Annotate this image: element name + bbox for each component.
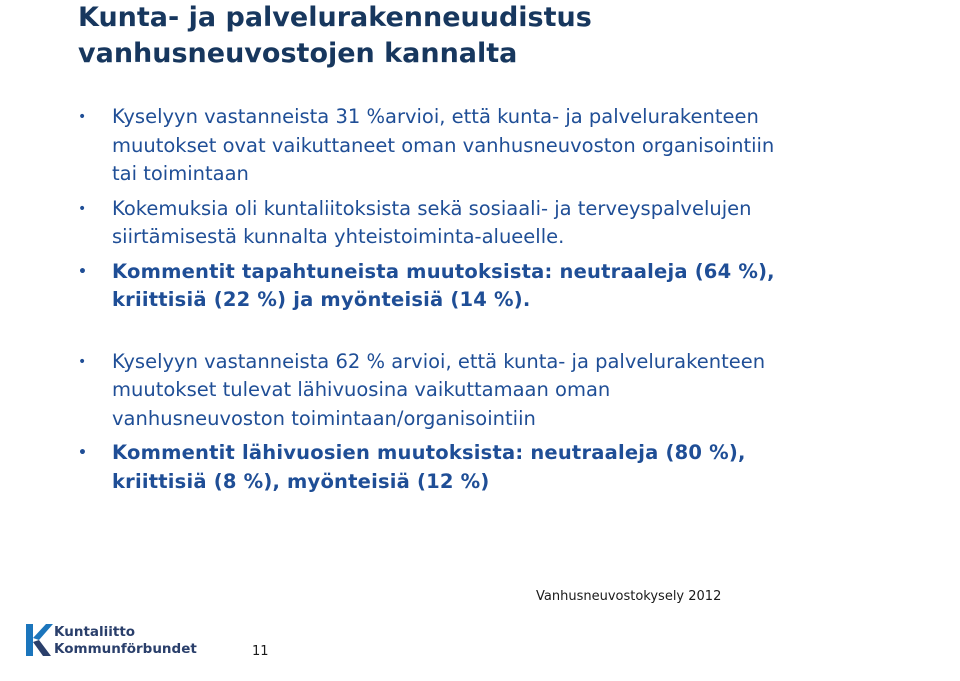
bullet-list <box>78 103 948 496</box>
kuntaliitto-logo-icon <box>24 620 54 658</box>
slide-title-line-1: Kunta- ja palvelurakenneuudistus <box>78 2 592 33</box>
bullet-line: Kommentit lähivuosien muutoksista: neutraaleja (80 %), <box>112 441 746 464</box>
page-number: 11 <box>252 644 269 659</box>
bullet-line: muutokset ovat vaikuttaneet oman vanhusneuvoston organisointiin <box>112 133 775 157</box>
bullet-item-4 <box>78 348 948 434</box>
bullet-text <box>112 195 948 252</box>
bullet-item-3 <box>78 258 948 315</box>
bullet-text <box>112 258 948 315</box>
bullet-line: muutokset tulevat lähivuosina vaikuttamaan oman <box>112 378 611 401</box>
bullet-line: Kyselyyn vastanneista 62 % arvioi, että kunta- ja palvelurakenteen <box>112 349 766 373</box>
bullet-text <box>112 348 948 434</box>
bullet-line: tai toimintaan <box>112 162 249 185</box>
source-note: Vanhusneuvostokysely 2012 <box>536 589 722 604</box>
bullet-dot-icon: • <box>78 109 87 125</box>
slide-title-line-2: vanhusneuvostojen kannalta <box>78 38 518 69</box>
bullet-text <box>112 439 948 496</box>
bullet-line: vanhusneuvoston toimintaan/organisointiin <box>112 406 536 430</box>
logo-text-line-2: Kommunförbundet <box>54 641 197 657</box>
bullet-dot-icon: • <box>78 445 88 461</box>
bullet-dot-icon: • <box>78 263 88 280</box>
logo-text <box>54 624 197 658</box>
bullet-line: kriittisiä (22 %) ja myönteisiä (14 %). <box>112 288 531 311</box>
logo-text-line-1: Kuntaliitto <box>54 624 136 640</box>
bullet-item-2 <box>78 195 948 252</box>
bullet-line: Kommentit tapahtuneista muutoksista: neutraaleja (64 %), <box>112 259 775 283</box>
slide-title <box>78 0 938 72</box>
bullet-line: kriittisiä (8 %), myönteisiä (12 %) <box>112 469 490 493</box>
bullet-dot-icon: • <box>78 200 87 217</box>
bullet-text <box>112 103 948 189</box>
bullet-line: Kyselyyn vastanneista 31 %arvioi, että kunta- ja palvelurakenteen <box>112 105 759 128</box>
bullet-dot-icon: • <box>78 353 87 370</box>
bullet-item-1 <box>78 103 948 189</box>
bullet-line: siirtämisestä kunnalta yhteistoiminta-alueelle. <box>112 225 565 248</box>
bullet-line: Kokemuksia oli kuntaliitoksista sekä sosiaali- ja terveyspalvelujen <box>112 196 752 220</box>
bullet-item-5 <box>78 439 948 496</box>
kuntaliitto-logo <box>24 620 197 660</box>
